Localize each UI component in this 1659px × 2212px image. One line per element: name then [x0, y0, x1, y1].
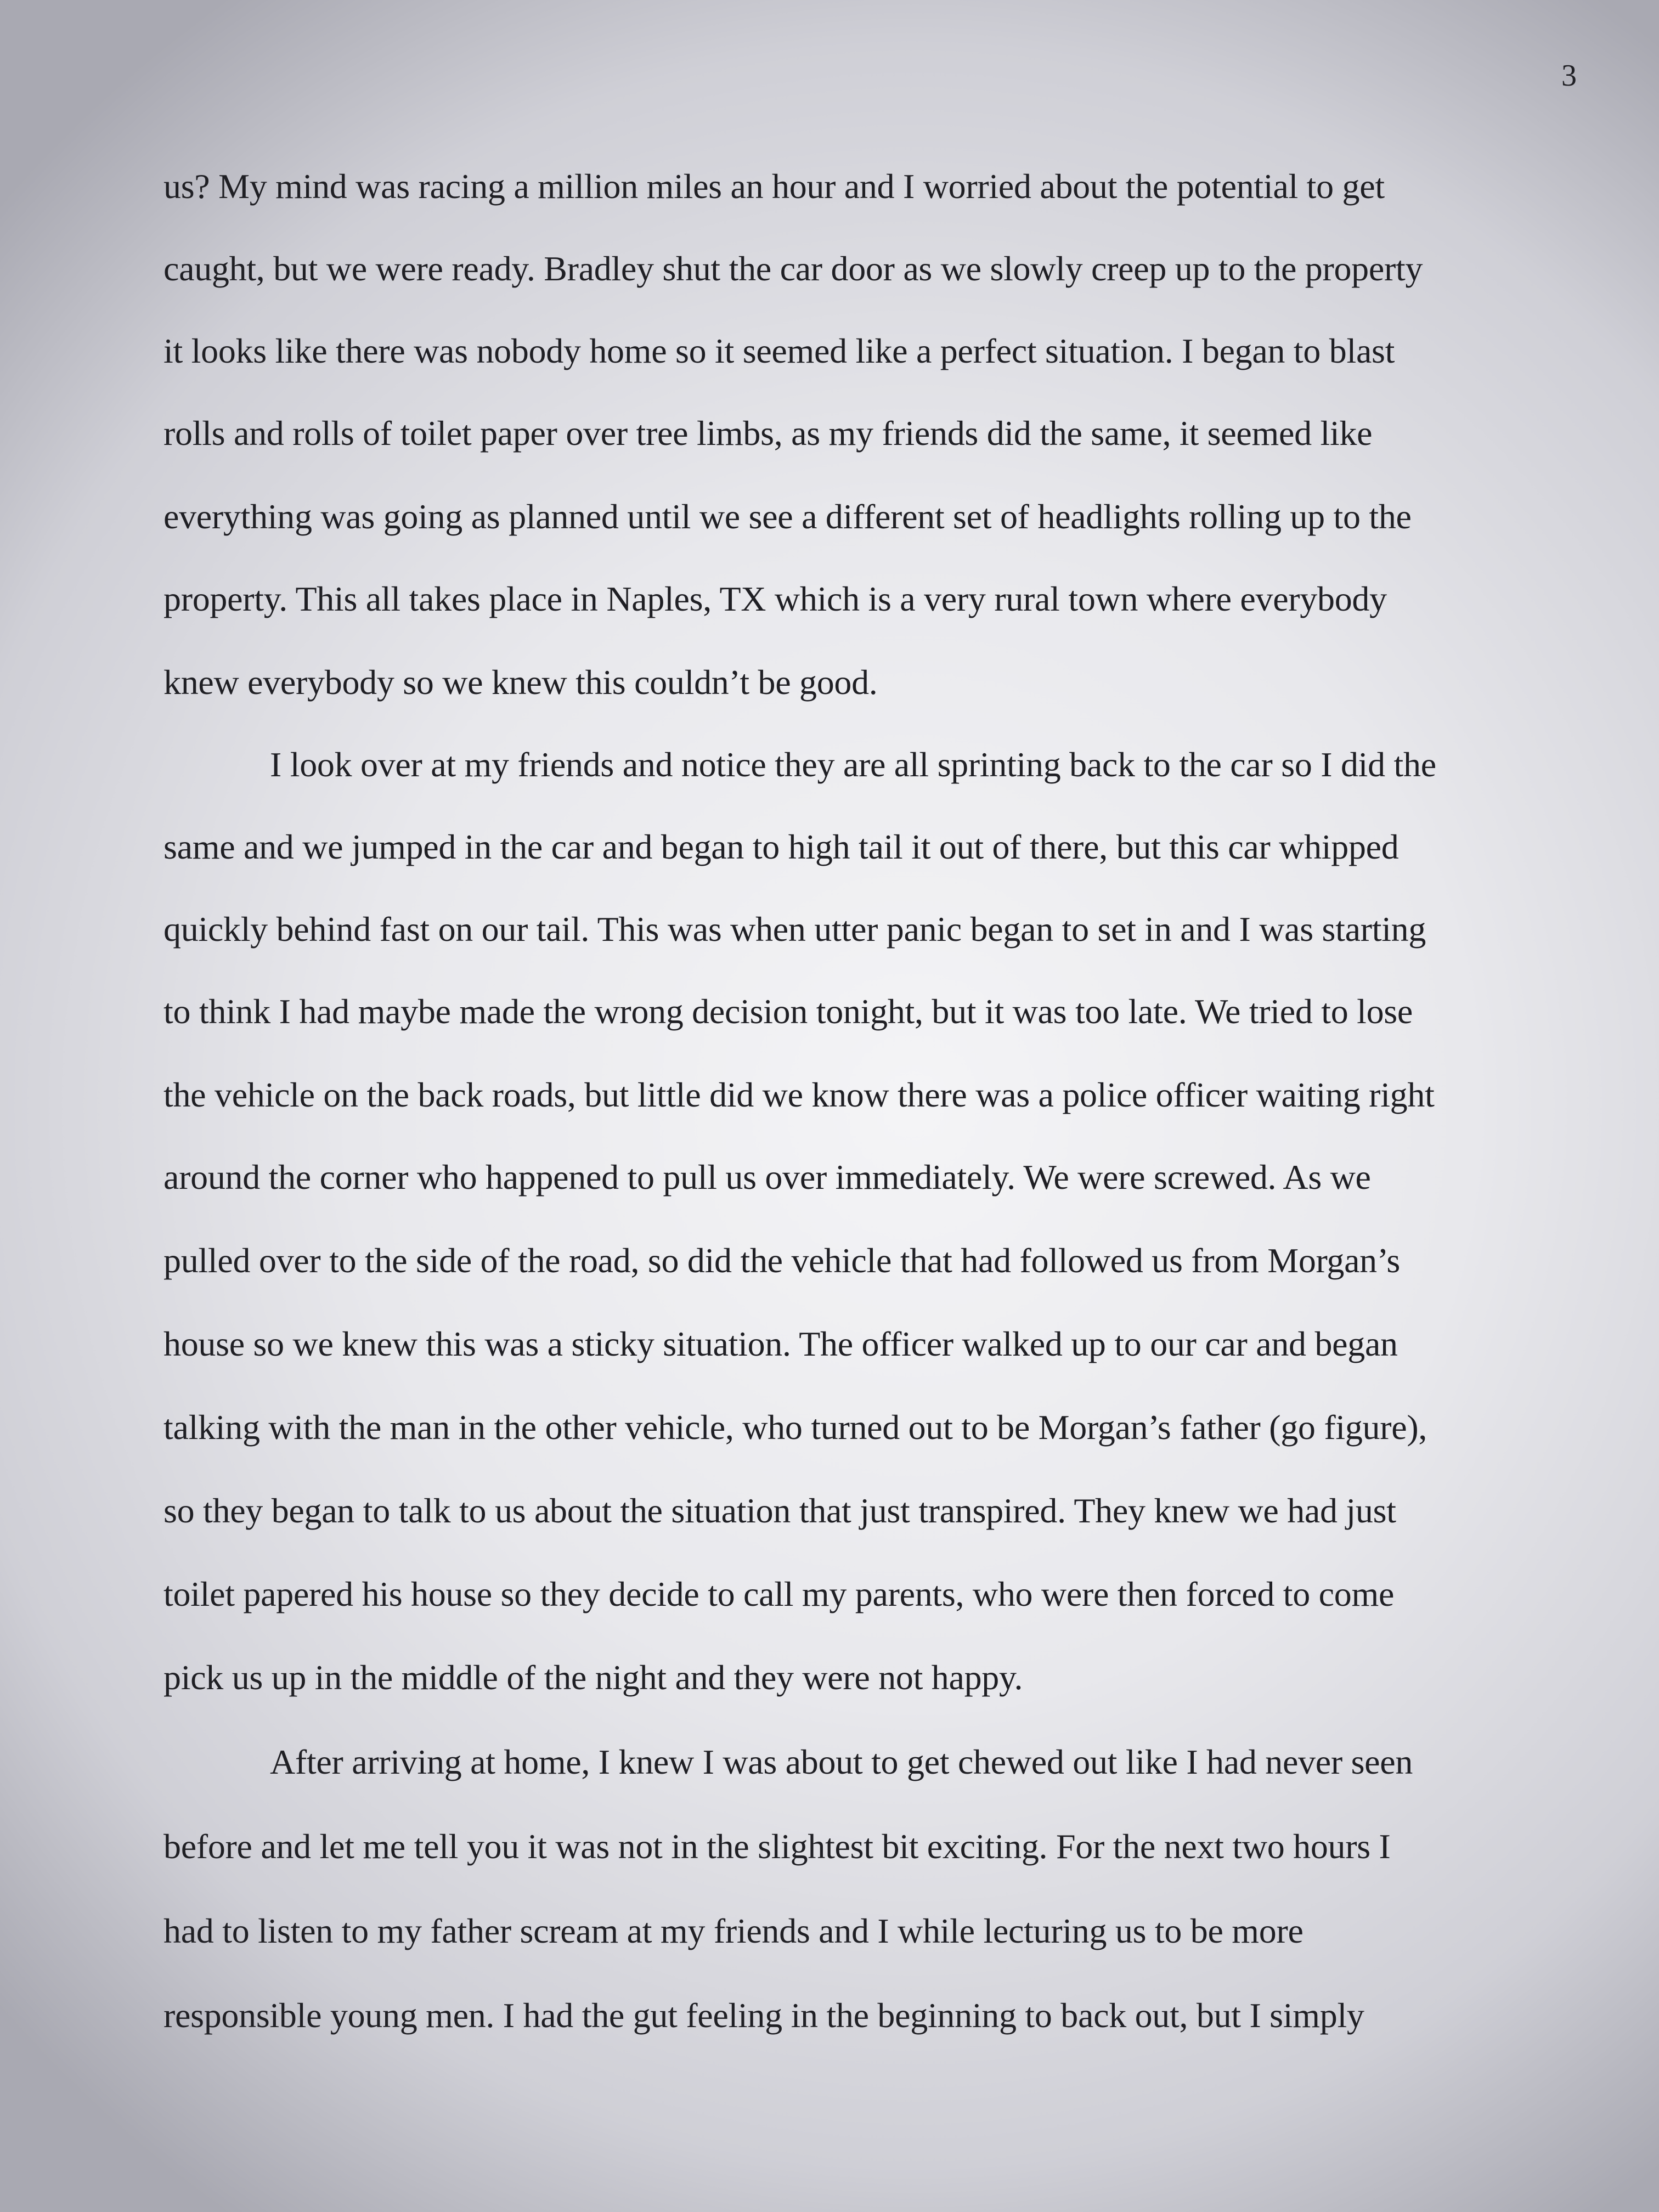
text-line: knew everybody so we knew this couldn’t be good.: [163, 663, 878, 702]
text-line: rolls and rolls of toilet paper over tree limbs, as my friends did the same, it seemed like: [163, 414, 1373, 453]
text-line: so they began to talk to us about the situation that just transpired. They knew we had just: [163, 1491, 1396, 1530]
text-line: same and we jumped in the car and began to high tail it out of there, but this car whipped: [163, 827, 1399, 866]
text-line: us? My mind was racing a million miles an hour and I worried about the potential to get: [163, 167, 1385, 206]
paragraph-first-line: After arriving at home, I knew I was about to get chewed out like I had never seen: [270, 1742, 1413, 1781]
text-line: around the corner who happened to pull us over immediately. We were screwed. As we: [163, 1158, 1371, 1197]
text-line: pick us up in the middle of the night and they were not happy.: [163, 1658, 1023, 1697]
text-line: house so we knew this was a sticky situation. The officer walked up to our car and began: [163, 1324, 1398, 1363]
text-line: the vehicle on the back roads, but little did we know there was a police officer waiting right: [163, 1075, 1435, 1114]
text-line: property. This all takes place in Naples, TX which is a very rural town where everybody: [163, 579, 1387, 618]
text-line: before and let me tell you it was not in the slightest bit exciting. For the next two hours I: [163, 1827, 1391, 1866]
text-line: responsible young men. I had the gut feeling in the beginning to back out, but I simply: [163, 1996, 1364, 2035]
text-line: talking with the man in the other vehicle, who turned out to be Morgan’s father (go figure),: [163, 1408, 1427, 1447]
text-line: it looks like there was nobody home so it seemed like a perfect situation. I began to blast: [163, 331, 1395, 370]
text-line: caught, but we were ready. Bradley shut the car door as we slowly creep up to the property: [163, 249, 1423, 288]
text-line: toilet papered his house so they decide to call my parents, who were then forced to come: [163, 1575, 1395, 1613]
text-line: quickly behind fast on our tail. This was when utter panic began to set in and I was starting: [163, 910, 1426, 949]
paragraph-first-line: I look over at my friends and notice they are all sprinting back to the car so I did the: [270, 745, 1436, 784]
text-line: everything was going as planned until we see a different set of headlights rolling up to the: [163, 497, 1412, 536]
page-number: 3: [1561, 59, 1577, 93]
text-line: to think I had maybe made the wrong decision tonight, but it was too late. We tried to lose: [163, 992, 1413, 1031]
text-line: had to listen to my father scream at my friends and I while lecturing us to be more: [163, 1911, 1304, 1950]
text-line: pulled over to the side of the road, so did the vehicle that had followed us from Morgan’s: [163, 1241, 1400, 1280]
